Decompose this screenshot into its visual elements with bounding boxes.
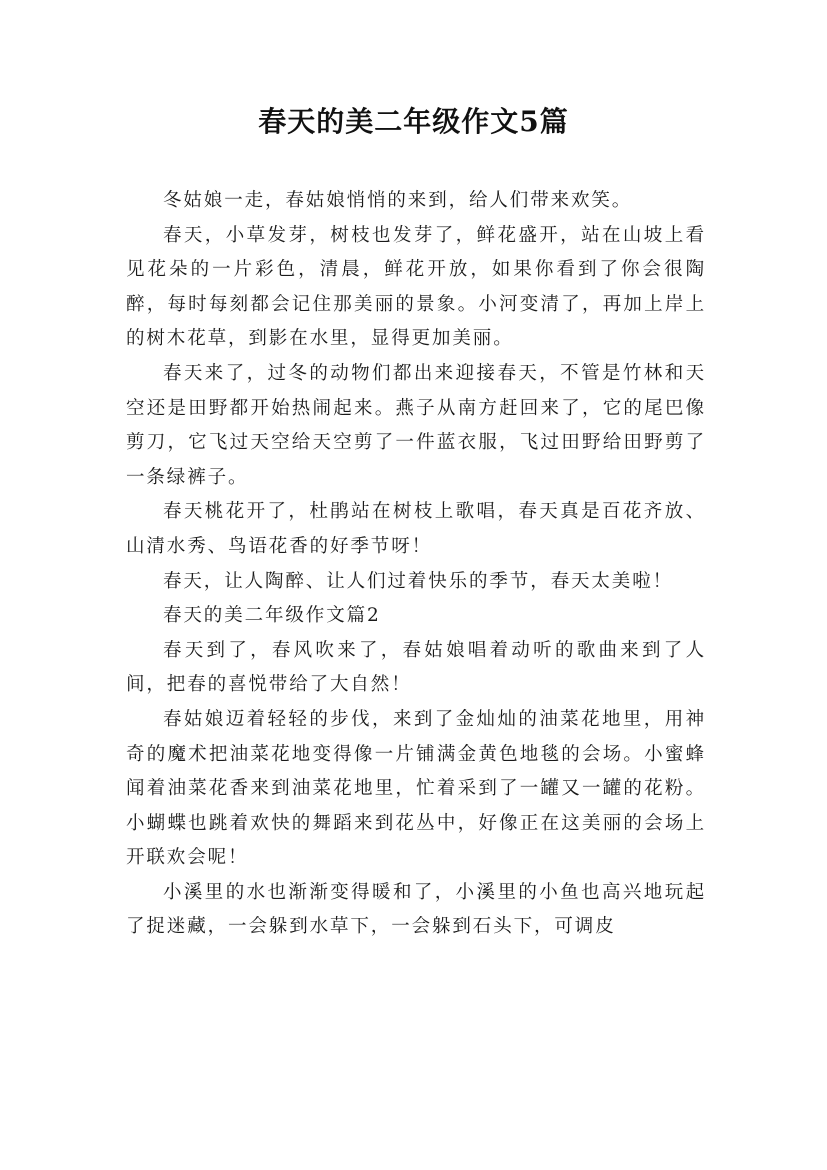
document-body [126, 184, 706, 945]
paragraph: 春天，小草发芽，树枝也发芽了，鲜花盛开，站在山坡上看见花朵的一片彩色，清晨，鲜花开放，如果你看到了你会很陶醉，每时每刻都会记住那美丽的景象。小河变清了，再加上岸上的树木花草，到影在水里，显得更加美丽。 [126, 224, 706, 350]
paragraph: 春天来了，过冬的动物们都出来迎接春天，不管是竹林和天空还是田野都开始热闹起来。燕子从南方赶回来了，它的尾巴像剪刀，它飞过天空给天空剪了一件蓝衣服，飞过田野给田野剪了一条绿裤子。 [126, 362, 706, 488]
document-title: 春天的美二年级作文5篇 [258, 105, 569, 138]
paragraph: 春姑娘迈着轻轻的步伐，来到了金灿灿的油菜花地里，用神奇的魔术把油菜花地变得像一片铺满金黄色地毯的会场。小蜜蜂闻着油菜花香来到油菜花地里，忙着采到了一罐又一罐的花粉。小蝴蝶也跳着欢快的舞蹈来到花丛中，好像正在这美丽的会场上开联欢会呢！ [126, 708, 706, 869]
section-heading: 春天的美二年级作文篇2 [163, 605, 381, 627]
paragraph: 小溪里的水也渐渐变得暖和了，小溪里的小鱼也高兴地玩起了捉迷藏，一会躲到水草下，一会躲到石头下，可调皮 [126, 881, 706, 938]
paragraph: 春天到了，春风吹来了，春姑娘唱着动听的歌曲来到了人间，把春的喜悦带给了大自然！ [126, 639, 706, 696]
paragraph: 冬姑娘一走，春姑娘悄悄的来到，给人们带来欢笑。 [163, 190, 633, 211]
paragraph: 春天桃花开了，杜鹃站在树枝上歌唱，春天真是百花齐放、山清水秀、鸟语花香的好季节呀！ [126, 501, 706, 557]
paragraph: 春天，让人陶醉、让人们过着快乐的季节，春天太美啦！ [163, 570, 674, 592]
